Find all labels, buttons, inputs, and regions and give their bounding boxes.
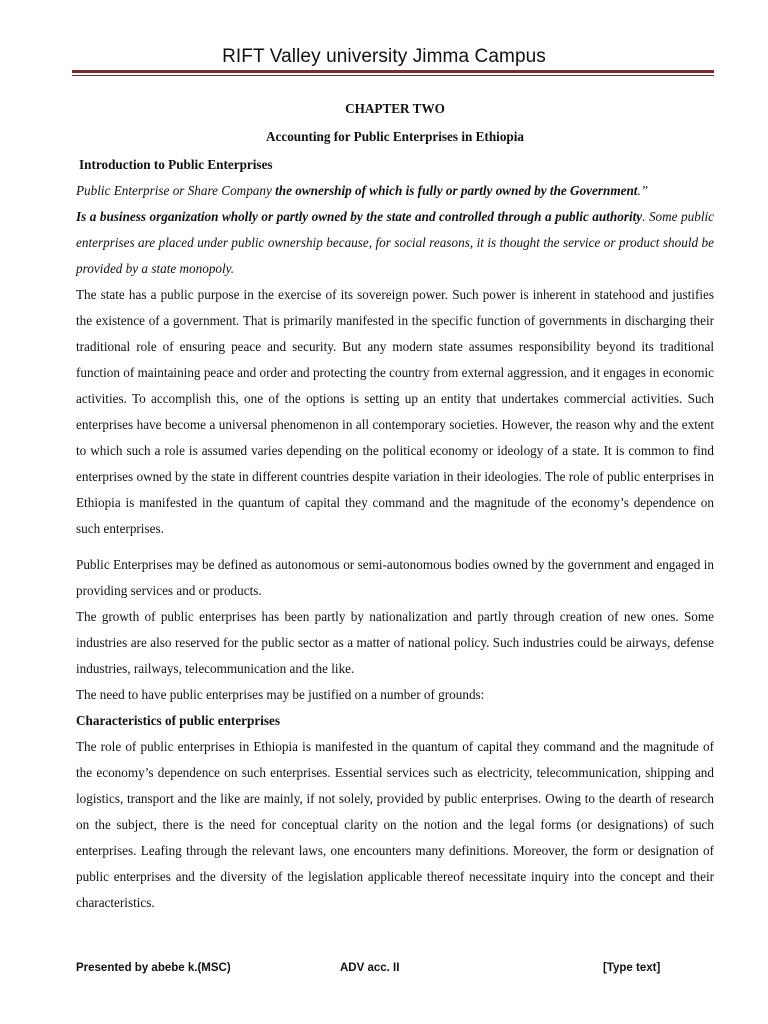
intro-paragraph-3: The growth of public enterprises has been partly by nationalization and partly through creation of new ones. Some industries are also reserved for the public sector as a matter of national policy. Such industries could be airways, defense industries, railways, telecommunication and the like. [76,609,714,676]
definition-one-emphasis: the ownership of which is fully or partly owned by the Government [275,183,638,198]
document-body [76,96,714,916]
definition-one [76,178,714,204]
intro-heading: Introduction to Public Enterprises [79,157,273,172]
definition-one-tail: .” [637,183,649,198]
chapter-label: CHAPTER TWO [345,101,445,116]
intro-paragraph-4: The need to have public enterprises may be justified on a number of grounds: [76,687,485,702]
definition-one-lead: Public Enterprise or Share Company [76,183,276,198]
intro-paragraph-1: The state has a public purpose in the exercise of its sovereign power. Such power is inherent in statehood and justifies the existence of a government. That is primarily manifested in the specific function of governments in discharging their traditional role of ensuring peace and security. But any modern state assumes responsibility beyond its traditional function of maintaining peace and order and protecting the country from external aggression, and it engages in economic activities. To accomplish this, one of the options is setting up an entity that undertakes commercial activities. Such enterprises have become a universal phenomenon in all contemporary societies. However, the reason why and the extent to which such a role is assumed varies depending on the political economy or ideology of a state. It is common to find enterprises owned by the state in different countries despite variation in their ideologies. The role of public enterprises in Ethiopia is manifested in the quantum of capital they command and the magnitude of the economy’s dependence on such enterprises. [76,287,714,536]
header-rule-thick [72,70,714,73]
chapter-title: Accounting for Public Enterprises in Ethiopia [265,129,525,144]
definition-two [76,204,714,282]
definition-two-tail: . Some public enterprises are placed under public ownership because, for social reasons, it is thought the service or product should be provided by a state monopoly. [76,209,714,276]
page-header-title: RIFT Valley university Jimma Campus [222,46,546,67]
definition-two-emphasis: Is a business organization wholly or partly owned by the state and controlled through a public authority [76,209,643,224]
paragraph-gap [76,542,714,552]
footer-presenter: Presented by abebe k.(MSC) [76,962,231,974]
characteristics-heading: Characteristics of public enterprises [76,713,281,728]
footer-placeholder: [Type text] [603,962,661,974]
page-footer [0,962,768,980]
footer-course: ADV acc. II [340,962,400,974]
intro-paragraph-2: Public Enterprises may be defined as autonomous or semi-autonomous bodies owned by the government and engaged in providing services and or products. [76,557,714,598]
characteristics-paragraph: The role of public enterprises in Ethiopia is manifested in the quantum of capital they command and the magnitude of the economy’s dependence on such enterprises. Essential services such as electricity, telecommunication, shipping and logistics, transport and the like are mainly, if not solely, provided by public enterprises. Owing to the dearth of research on the subject, there is the need for conceptual clarity on the notion and the legal forms (or designations) of such enterprises. Leafing through the relevant laws, one encounters many definitions. Moreover, the form or designation of public enterprises and the diversity of the legislation applicable thereof necessitate inquiry into the concept and their characteristics. [76,739,714,910]
header-rule-thin [72,75,714,76]
